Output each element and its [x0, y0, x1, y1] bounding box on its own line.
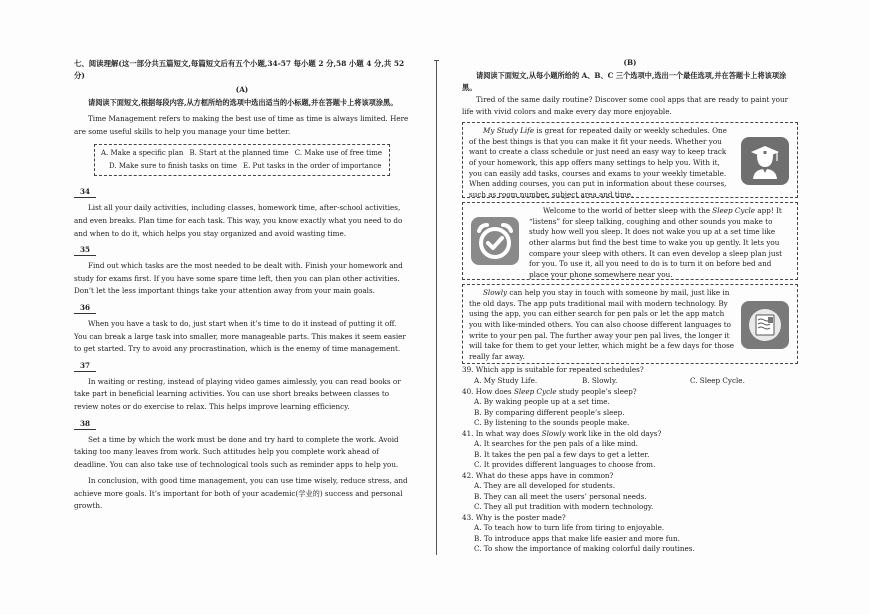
q39-option-a[interactable]: A. My Study Life. [474, 375, 538, 385]
question-39-stem: 39. Which app is suitable for repeated schedules? [462, 365, 644, 375]
q41-stem-before: 41. In what way does [462, 429, 542, 439]
app-desc-sleep-cycle [529, 206, 791, 280]
question-39 [462, 365, 798, 386]
blank-35: 35 [74, 245, 96, 256]
paragraph-34: List all your daily activities, including classes, homework time, after-school activities, and even breaks. Plan time for each task. This way, you know exactly what you need to do and when to do it, which helps you stay organized and avoid wasting time. [74, 203, 403, 238]
q42-option-a[interactable]: A. They are all developed for students. [474, 481, 616, 491]
question-42 [462, 471, 798, 512]
options-row-2 [101, 160, 383, 173]
question-42-stem: 42. What do these apps have in common? [462, 471, 614, 481]
app-box-sleep-cycle [462, 202, 798, 280]
right-column [462, 58, 798, 554]
q42-option-c[interactable]: C. They all put tradition with modern technology. [474, 501, 654, 511]
app-name-slowly: Slowly [483, 288, 508, 298]
part-b-instruction: 请阅读下面短文,从每小题所给的 A、B、C 三个选项中,选出一个最佳选项,并在答题卡上将该项涂黑。 [462, 71, 787, 93]
question-41-stem [462, 429, 798, 439]
q41-option-b[interactable]: B. It takes the pen pal a few days to get a letter. [474, 449, 650, 459]
q40-option-b[interactable]: B. By comparing different people’s sleep. [474, 407, 625, 417]
part-b-intro: Tired of the same daily routine? Discover some cool apps that are ready to paint your life with vivid colors and make every day more enjoyable. [462, 95, 789, 117]
column-divider [436, 60, 437, 555]
q42-option-b[interactable]: B. They can all meet the users’ personal needs. [474, 491, 647, 501]
q43-option-a[interactable]: A. To teach how to turn life from tiring to enjoyable. [474, 523, 665, 533]
part-a-instruction: 请阅读下面短文,根据每段内容,从方框所给的选项中选出适当的小标题,并在答题卡上将该项涂黑。 [88, 98, 398, 108]
q41-stem-after: work like in the old days? [565, 429, 662, 439]
app-box-my-study-life [462, 122, 798, 198]
alarm-clock-check-icon [471, 217, 519, 265]
column-divider-tick [434, 60, 439, 61]
heading-options-box [94, 144, 390, 176]
question-43-stem: 43. Why is the poster made? [462, 513, 566, 523]
question-39-options [462, 376, 798, 386]
app-name-my-study-life: My Study Life [483, 126, 535, 136]
app-desc-my-study-life [469, 126, 735, 200]
left-column [74, 58, 410, 513]
q40-option-a[interactable]: A. By waking people up at a set time. [474, 397, 610, 407]
app-desc-slowly [469, 288, 735, 362]
q40-option-c[interactable]: C. By listening to the sounds people make. [474, 417, 630, 427]
blank-36: 36 [74, 303, 96, 314]
q39-option-b[interactable]: B. Slowly. [582, 375, 618, 385]
app-text-slowly: can help you stay in touch with someone by mail, just like in the old days. The app puts traditional mail with modern technology. By using the app, you can either search for pen pals or let the app match you with like-minded others. You can also choose different languages to write to your pen pal. The further away your pen pal lives, the longer it will take for them to get your letter, which might be a few days for those really far away. [469, 288, 735, 361]
blank-38: 38 [74, 419, 96, 430]
conclusion-paragraph: In conclusion, with good time management, you can use time wisely, reduce stress, and achieve more goals. It’s important for both of your academic(学业的) success and personal growth. [74, 476, 408, 511]
part-a-title: (A) [235, 85, 249, 94]
question-40 [462, 387, 798, 428]
paragraph-36: When you have a task to do, just start when it’s time to do it instead of putting it off. You can break a large task into smaller, more manageable parts. This makes it seem easier to get started. Try to avoid any procrastination, which is the enemy of time management. [74, 318, 406, 354]
graduate-icon [741, 137, 789, 185]
paragraph-37: In waiting or resting, instead of playing video games aimlessly, you can read books or take part in beneficial learning activities. You can use short breaks between classes to review notes or do exercise to relax. This helps improve learning efficiency. [74, 376, 401, 411]
app-text-sleep-cycle-before: Welcome to the world of better sleep with the [543, 206, 713, 216]
mail-letter-icon [741, 301, 789, 349]
app-box-slowly [462, 284, 798, 364]
question-43 [462, 513, 798, 554]
option-a: A. Make a specific plan [101, 149, 184, 158]
option-b: B. Start at the planned time [189, 149, 289, 158]
option-e: E. Put tasks in the order of importance [243, 162, 382, 171]
paragraph-38: Set a time by which the work must be done and try hard to complete the work. Avoid taking too many leaves from work. Such attitudes help you complete work ahead of deadline. You can also take use of technological tools such as reminder apps to help you. [74, 434, 399, 469]
blank-37: 37 [74, 361, 96, 372]
app-text-my-study-life: is great for repeated daily or weekly schedules. One of the best things is that you can make it fit your needs. Whether you want to create a class schedule or just need an easy way to keep track of your homework, this app offers many settings to help you. With it, you can easily add tasks, courses and exams to your weekly timetable. When adding courses, you can put in information about these courses, such as room number, subject area and time. [469, 126, 727, 199]
q41-option-a[interactable]: A. It searches for the pen pals of a like mind. [474, 439, 638, 449]
app-text-sleep-cycle: app! It “listens” for sleep talking, coughing and other sounds you make to study how well you sleep. It does not wake you up at a set time like other alarms but find the best time to wake you up gently. It lets you compare your sleep with others. It can even develop a sleep plan just for you. To use it, all you need to do is to turn it on before bed and place your phone somewhere near you. [529, 206, 783, 279]
part-a-intro: Time Management refers to making the best use of time as time is always limited. Here are some useful skills to help you manage your time better. [74, 114, 409, 136]
question-40-stem [462, 387, 798, 397]
q40-stem-before: 40. How does [462, 387, 514, 397]
paragraph-35: Find out which tasks are the most needed to be dealt with. Finish your homework and study for exams first. If you have some spare time left, then you can plan other activities. Don’t let the less important things take your attention away from your main goals. [74, 261, 403, 296]
q41-stem-app: Slowly [541, 429, 566, 439]
options-row-1 [101, 147, 383, 160]
option-c: C. Make use of free time [294, 149, 383, 158]
blank-34: 34 [74, 187, 96, 198]
option-d: D. Make sure to finish tasks on time [109, 162, 237, 171]
q43-option-c[interactable]: C. To show the importance of making colorful daily routines. [474, 543, 695, 553]
q40-stem-after: study people’s sleep? [556, 387, 637, 397]
question-41 [462, 429, 798, 470]
section-header: 七、阅读理解(这一部分共五篇短文,每篇短文后有五个小题,34-57 每小题 2 分,58 小题 4 分,共 52 分) [74, 59, 405, 80]
app-name-sleep-cycle: Sleep Cycle [712, 206, 756, 216]
q41-option-c[interactable]: C. It provides different languages to choose from. [474, 459, 656, 469]
q39-option-c[interactable]: C. Sleep Cycle. [690, 375, 745, 385]
q40-stem-app: Sleep Cycle [513, 387, 557, 397]
part-b-title: (B) [623, 58, 637, 67]
q43-option-b[interactable]: B. To introduce apps that make life easier and more fun. [474, 533, 680, 543]
